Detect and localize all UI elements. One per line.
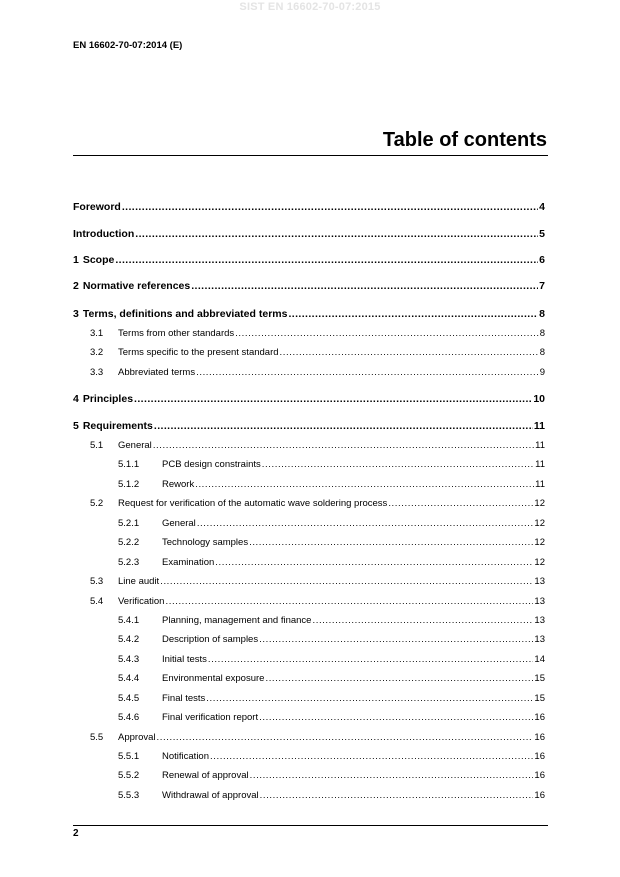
toc-dot-leader xyxy=(197,518,534,530)
toc-entry-page: 8 xyxy=(539,308,545,320)
toc-entry-page: 14 xyxy=(534,654,545,665)
watermark: SIST EN 16602-70-07:2015 xyxy=(239,1,381,13)
toc-dot-leader xyxy=(259,634,533,646)
toc-dot-leader xyxy=(235,328,539,340)
toc-entry-page: 11 xyxy=(535,459,545,470)
toc-entry-number: 5.4.1 xyxy=(118,615,140,626)
toc-entry[interactable] xyxy=(73,420,545,432)
toc-entry-number: 5.4 xyxy=(90,596,104,607)
toc-dot-leader xyxy=(262,459,534,471)
toc-entry[interactable] xyxy=(73,308,545,320)
toc-entry[interactable] xyxy=(90,440,545,452)
toc-entry-label: Rework xyxy=(162,479,195,490)
toc-entry-label: Terms from other standards xyxy=(118,328,235,339)
toc-entry-page: 7 xyxy=(539,280,545,292)
toc-entry-page: 13 xyxy=(534,634,545,645)
toc-entry-page: 15 xyxy=(534,673,545,684)
toc-dot-leader xyxy=(157,732,534,744)
toc-entry-number: 5.5.3 xyxy=(118,790,140,801)
toc-entry-label: PCB design constraints xyxy=(162,459,261,470)
toc-entry-page: 16 xyxy=(534,790,545,801)
toc-entry-label: Normative references xyxy=(82,280,191,292)
toc-dot-leader xyxy=(160,576,533,588)
toc-entry[interactable] xyxy=(73,228,545,240)
toc-dot-leader xyxy=(388,498,533,510)
toc-entry-page: 13 xyxy=(534,596,545,607)
toc-entry-label: Final verification report xyxy=(162,712,259,723)
toc-entry-label: Terms, definitions and abbreviated terms xyxy=(82,308,288,320)
toc-entry-number: 2 xyxy=(73,280,79,292)
toc-entry[interactable] xyxy=(90,576,545,588)
toc-entry[interactable] xyxy=(118,654,545,666)
toc-dot-leader xyxy=(215,557,533,569)
toc-entry-label: Description of samples xyxy=(162,634,259,645)
toc-entry-page: 13 xyxy=(534,576,545,587)
toc-entry-page: 11 xyxy=(533,420,545,432)
toc-entry-label: Initial tests xyxy=(162,654,207,665)
toc-entry-number: 5.2 xyxy=(90,498,104,509)
toc-entry-page: 12 xyxy=(534,537,545,548)
toc-entry-page: 12 xyxy=(534,557,545,568)
toc-dot-leader xyxy=(265,673,533,685)
toc-entry-number: 1 xyxy=(73,254,79,266)
toc-entry-page: 11 xyxy=(535,479,545,490)
toc-dot-leader xyxy=(191,280,538,292)
page-number: 2 xyxy=(73,828,79,839)
toc-entry-label: Examination xyxy=(162,557,215,568)
toc-entry[interactable] xyxy=(118,673,545,685)
toc-entry[interactable] xyxy=(118,693,545,705)
toc-entry-number: 5.4.3 xyxy=(118,654,140,665)
toc-dot-leader xyxy=(153,440,534,452)
toc-entry-page: 13 xyxy=(534,615,545,626)
footer-rule xyxy=(73,825,548,826)
toc-entry-number: 5.4.4 xyxy=(118,673,140,684)
toc-dot-leader xyxy=(288,308,538,320)
toc-dot-leader xyxy=(165,596,533,608)
toc-entry-number: 5.1.2 xyxy=(118,479,140,490)
toc-entry[interactable] xyxy=(90,596,545,608)
toc-entry-label: Technology samples xyxy=(162,537,249,548)
toc-entry-page: 10 xyxy=(533,393,545,405)
toc-entry-label: Planning, management and finance xyxy=(162,615,312,626)
toc-entry[interactable] xyxy=(118,712,545,724)
toc-dot-leader xyxy=(249,537,533,549)
toc-entry-number: 3 xyxy=(73,308,79,320)
toc-entry-page: 5 xyxy=(539,228,545,240)
toc-entry-number: 5.4.2 xyxy=(118,634,140,645)
toc-entry-number: 5.5 xyxy=(90,732,104,743)
toc-entry[interactable] xyxy=(118,459,545,471)
toc-entry-label: Notification xyxy=(162,751,209,762)
toc-entry-number: 5.2.1 xyxy=(118,518,140,529)
toc-entry-label: General xyxy=(162,518,196,529)
toc-entry-label: Environmental exposure xyxy=(162,673,265,684)
toc-entry-page: 12 xyxy=(534,518,545,529)
toc-entry[interactable] xyxy=(118,634,545,646)
toc-entry-page: 16 xyxy=(534,732,545,743)
toc-entry-number: 5.1 xyxy=(90,440,104,451)
toc-entry-label: Foreword xyxy=(73,201,121,213)
toc-entry[interactable] xyxy=(118,557,545,569)
toc-entry-page: 8 xyxy=(539,328,545,339)
toc-entry-label: Requirements xyxy=(82,420,153,432)
toc-entry[interactable] xyxy=(73,254,545,266)
toc-entry-label: Withdrawal of approval xyxy=(162,790,259,801)
toc-dot-leader xyxy=(134,393,532,405)
toc-entry-number: 4 xyxy=(73,393,79,405)
toc-entry-label: Introduction xyxy=(73,228,135,240)
toc-entry[interactable] xyxy=(118,790,545,802)
toc-entry-number: 3.3 xyxy=(90,367,104,378)
toc-dot-leader xyxy=(250,770,534,782)
toc-entry-label: Principles xyxy=(82,393,134,405)
toc-entry-number: 5.4.5 xyxy=(118,693,140,704)
toc-entry-page: 15 xyxy=(534,693,545,704)
toc-dot-leader xyxy=(135,228,538,240)
toc-entry[interactable] xyxy=(73,280,545,292)
toc-dot-leader xyxy=(210,751,533,763)
toc-entry-number: 5.5.2 xyxy=(118,770,140,781)
toc-entry[interactable] xyxy=(118,751,545,763)
toc-entry[interactable] xyxy=(73,201,545,213)
toc-entry[interactable] xyxy=(118,615,545,627)
toc-dot-leader xyxy=(208,654,534,666)
toc-entry-page: 16 xyxy=(534,712,545,723)
toc-entry-label: Approval xyxy=(118,732,156,743)
toc-entry-number: 5.3 xyxy=(90,576,104,587)
toc-entry-label: Scope xyxy=(82,254,115,266)
toc-entry-number: 5.4.6 xyxy=(118,712,140,723)
toc-entry-number: 5.2.3 xyxy=(118,557,140,568)
toc-entry[interactable] xyxy=(90,347,545,359)
toc-entry-label: Final tests xyxy=(162,693,206,704)
toc-entry-number: 5.2.2 xyxy=(118,537,140,548)
toc-dot-leader xyxy=(122,201,538,213)
title-underline xyxy=(73,155,548,156)
toc-dot-leader xyxy=(196,367,539,379)
toc-entry[interactable] xyxy=(118,537,545,549)
toc-entry-page: 8 xyxy=(539,347,545,358)
toc-entry-number: 5.5.1 xyxy=(118,751,140,762)
toc-dot-leader xyxy=(115,254,538,266)
toc-entry-page: 6 xyxy=(539,254,545,266)
toc-entry-number: 5 xyxy=(73,420,79,432)
toc-entry-label: Abbreviated terms xyxy=(118,367,196,378)
toc-entry-page: 12 xyxy=(534,498,545,509)
toc-dot-leader xyxy=(280,347,539,359)
toc-entry-label: General xyxy=(118,440,152,451)
toc-dot-leader xyxy=(260,790,534,802)
toc-entry[interactable] xyxy=(118,518,545,530)
toc-entry-number: 3.1 xyxy=(90,328,104,339)
toc-entry-label: Terms specific to the present standard xyxy=(118,347,279,358)
toc-entry-page: 11 xyxy=(535,440,545,451)
toc-dot-leader xyxy=(195,479,534,491)
toc-entry[interactable] xyxy=(118,770,545,782)
toc-entry-page: 4 xyxy=(539,201,545,213)
toc-entry[interactable] xyxy=(90,367,545,379)
toc-entry-number: 3.2 xyxy=(90,347,104,358)
toc-entry[interactable] xyxy=(90,328,545,340)
toc-entry[interactable] xyxy=(73,393,545,405)
page-title: Table of contents xyxy=(382,129,547,151)
toc-entry[interactable] xyxy=(118,479,545,491)
document-id: EN 16602-70-07:2014 (E) xyxy=(73,40,183,51)
toc-entry-page: 16 xyxy=(534,751,545,762)
toc-entry-label: Verification xyxy=(118,596,165,607)
toc-dot-leader xyxy=(259,712,533,724)
toc-dot-leader xyxy=(206,693,533,705)
toc-entry-page: 9 xyxy=(539,367,545,378)
toc-entry-page: 16 xyxy=(534,770,545,781)
toc-dot-leader xyxy=(312,615,533,627)
toc-entry-number: 5.1.1 xyxy=(118,459,140,470)
toc-entry-label: Line audit xyxy=(118,576,160,587)
toc-entry[interactable] xyxy=(90,732,545,744)
toc-entry[interactable] xyxy=(90,498,545,510)
toc-dot-leader xyxy=(154,420,533,432)
toc-entry-label: Renewal of approval xyxy=(162,770,249,781)
toc-entry-label: Request for verification of the automatic wave soldering process xyxy=(118,498,388,509)
